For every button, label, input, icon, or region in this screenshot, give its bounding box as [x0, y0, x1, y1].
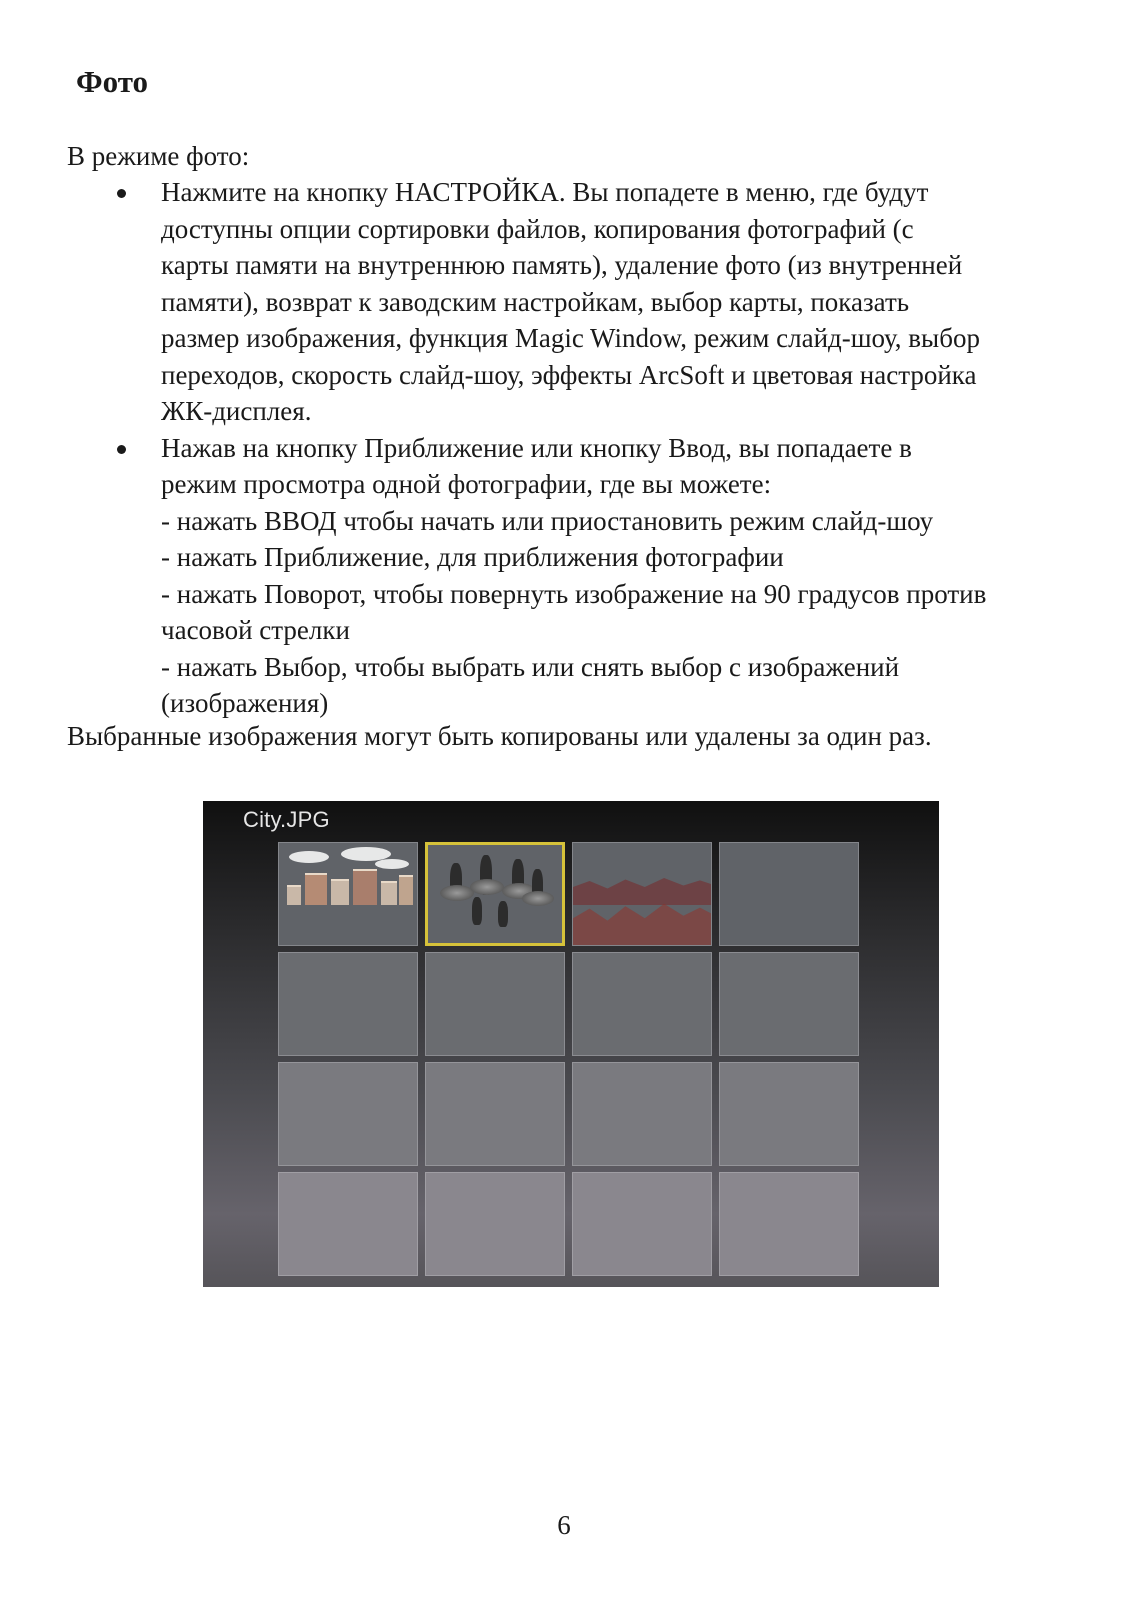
outro-text: Выбранные изображения могут быть копированы или удалены за один раз. — [67, 721, 932, 751]
empty-thumbnail-slot — [572, 952, 712, 1056]
bullet-line: Нажмите на кнопку НАСТРОЙКА. Вы попадете в меню, где будут — [161, 177, 929, 207]
bullet-icon — [117, 189, 126, 198]
bullet-line: - нажать Выбор, чтобы выбрать или снять выбор с изображений — [161, 651, 900, 682]
bullet-line: часовой стрелки — [161, 615, 350, 645]
thumbnail-city-photo[interactable] — [278, 842, 418, 946]
bullet-icon — [117, 445, 126, 454]
photo-browser-screenshot — [203, 801, 939, 1287]
bullet-line: - нажать Приближение, для приближения фотографии — [161, 542, 784, 572]
bullet-line: - нажать ВВОД чтобы начать или приостановить режим слайд-шоу — [161, 505, 934, 536]
empty-thumbnail-slot — [425, 952, 565, 1056]
intro-text: В режиме фото: — [67, 141, 250, 171]
empty-thumbnail-slot — [719, 842, 859, 946]
empty-thumbnail-slot — [572, 1172, 712, 1276]
bullet-line: размер изображения, функция Magic Window, режим слайд-шоу, выбор — [161, 323, 980, 353]
bullet-line: карты памяти на внутреннюю память), удаление фото (из внутренней — [161, 250, 963, 280]
list-item-single-view — [0, 430, 1128, 722]
bullet-line: Нажав на кнопку Приближение или кнопку Ввод, вы попадаете в — [161, 432, 912, 463]
empty-thumbnail-slot — [425, 1062, 565, 1166]
empty-thumbnail-slot — [278, 1172, 418, 1276]
bullet-line: переходов, скорость слайд-шоу, эффекты ArcSoft и цветовая настройка — [161, 359, 977, 390]
empty-thumbnail-slot — [719, 952, 859, 1056]
bullet-line: доступны опции сортировки файлов, копирования фотографий (с — [161, 213, 914, 244]
empty-thumbnail-slot — [278, 952, 418, 1056]
empty-thumbnail-slot — [719, 1172, 859, 1276]
thumbnail-canyon-photo[interactable] — [572, 842, 712, 946]
empty-thumbnail-slot — [425, 1172, 565, 1276]
list-item-settings — [0, 174, 1128, 430]
bullet-line: (изображения) — [161, 688, 329, 718]
thumbnail-dancers-photo[interactable] — [425, 842, 565, 946]
section-heading: Фото — [76, 64, 149, 99]
bullet-line: памяти), возврат к заводским настройкам, выбор карты, показать — [161, 286, 910, 317]
empty-thumbnail-slot — [278, 1062, 418, 1166]
empty-thumbnail-slot — [719, 1062, 859, 1166]
filename-label: City.JPG — [243, 807, 330, 832]
page-number: 6 — [557, 1510, 571, 1540]
instruction-list — [0, 174, 1128, 722]
empty-thumbnail-slot — [572, 1062, 712, 1166]
bullet-line: ЖК-дисплея. — [161, 396, 312, 426]
bullet-line: режим просмотра одной фотографии, где вы можете: — [161, 469, 772, 499]
bullet-line: - нажать Поворот, чтобы повернуть изображение на 90 градусов против — [161, 578, 987, 609]
thumbnail-grid — [278, 842, 860, 1274]
